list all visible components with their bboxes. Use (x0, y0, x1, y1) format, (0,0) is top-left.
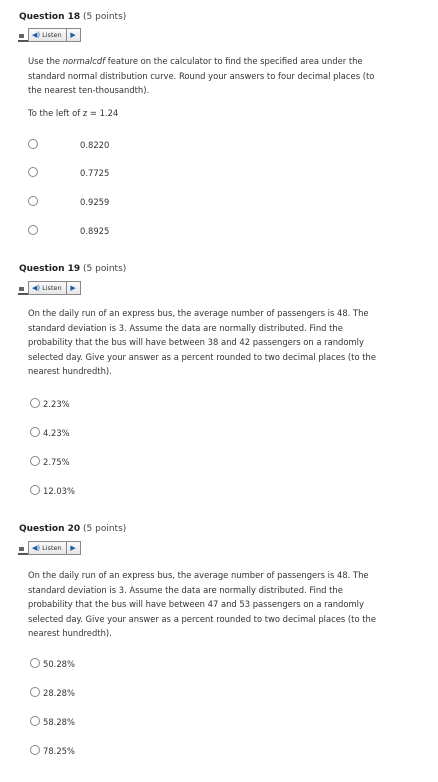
option-label: 28.28% (43, 688, 75, 698)
prompt-emphasis: normalcdf (62, 56, 106, 66)
listen-label: Listen (42, 31, 62, 39)
listen-toolbar (18, 281, 81, 295)
prompt-text: feature on the calculator to find the specified area under the standard normal distribution curve. Round your answers to four decimal places (to the nearest ten-thousandth). (28, 56, 375, 96)
option-radio[interactable] (28, 225, 38, 235)
prompt-text: Use the (28, 56, 63, 66)
play-button[interactable] (66, 541, 81, 555)
option-radio[interactable] (30, 485, 40, 495)
question-prompt: On the daily run of an express bus, the average number of passengers is 48. The standard deviation is 3. Assume the data are normally distributed. Find the probability that the bus will have between 47 and 53 passengers on a randomly selected day. Give your answer as a percent rounded to two decimal places (to the nearest hundredth). (28, 570, 376, 639)
listen-button[interactable] (28, 541, 66, 555)
play-icon: ▶ (70, 284, 76, 292)
option-label: 0.8220 (80, 140, 110, 150)
play-button[interactable] (66, 28, 81, 42)
option-radio[interactable] (28, 139, 38, 149)
option-label: 58.28% (43, 717, 75, 727)
option-label: 2.75% (43, 457, 70, 467)
option-label: 78.25% (43, 746, 75, 756)
question-20-title (19, 524, 126, 534)
question-subprompt: To the left of z = 1.24 (28, 108, 119, 118)
question-title: Question 18 (19, 12, 81, 22)
volume-icon: ◀) (32, 284, 41, 292)
option-label: 0.8925 (80, 226, 110, 236)
question-prompt (28, 54, 390, 98)
question-18-title (19, 12, 126, 22)
option-radio[interactable] (30, 687, 40, 697)
option-label: 2.23% (43, 399, 70, 409)
question-points: (5 points) (83, 524, 127, 534)
option-radio[interactable] (28, 196, 38, 206)
option-label: 50.28% (43, 659, 75, 669)
listen-button[interactable] (28, 281, 66, 295)
option-radio[interactable] (30, 745, 40, 755)
listen-label: Listen (42, 284, 62, 292)
option-label: 0.7725 (80, 168, 110, 178)
listen-toolbar (18, 28, 81, 42)
option-radio[interactable] (28, 167, 38, 177)
question-title: Question 19 (19, 264, 81, 274)
option-label: 0.9259 (80, 197, 110, 207)
option-radio[interactable] (30, 427, 40, 437)
option-radio[interactable] (30, 716, 40, 726)
play-button[interactable] (66, 281, 81, 295)
option-radio[interactable] (30, 658, 40, 668)
option-label: 12.03% (43, 486, 75, 496)
option-radio[interactable] (30, 398, 40, 408)
play-icon: ▶ (70, 544, 76, 552)
question-points: (5 points) (83, 264, 127, 274)
listen-label: Listen (42, 544, 62, 552)
question-19-title (19, 264, 126, 274)
speaker-icon (18, 541, 28, 555)
speaker-icon (18, 281, 28, 295)
question-prompt: On the daily run of an express bus, the average number of passengers is 48. The standard deviation is 3. Assume the data are normally distributed. Find the probability that the bus will have between 38 and 42 passengers on a randomly selected day. Give your answer as a percent rounded to two decimal places (to the nearest hundredth). (28, 308, 376, 377)
listen-toolbar (18, 541, 81, 555)
volume-icon: ◀) (32, 31, 41, 39)
question-points: (5 points) (83, 12, 127, 22)
listen-button[interactable] (28, 28, 66, 42)
question-title: Question 20 (19, 524, 81, 534)
volume-icon: ◀) (32, 544, 41, 552)
play-icon: ▶ (70, 31, 76, 39)
option-label: 4.23% (43, 428, 70, 438)
speaker-icon (18, 28, 28, 42)
option-radio[interactable] (30, 456, 40, 466)
